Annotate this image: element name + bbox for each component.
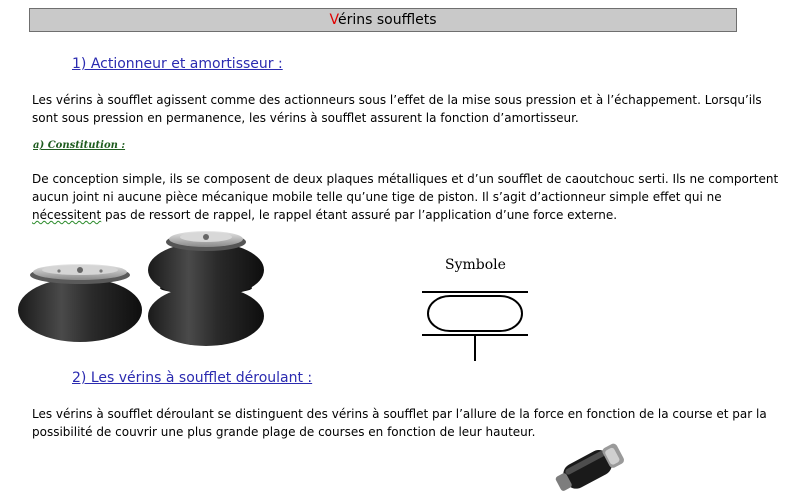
- spellcheck-word: nécessitent: [32, 208, 102, 222]
- constitution-paragraph: [32, 170, 784, 224]
- constitution-text-end: pas de ressort de rappel, le rappel étant assuré par l’application d’une force externe.: [101, 208, 618, 222]
- section-2-heading: 2) Les vérins à soufflet déroulant :: [72, 370, 313, 386]
- page-title-bar: [29, 8, 737, 32]
- bellows-symbol-diagram: [420, 286, 530, 364]
- section-1-heading: 1) Actionneur et amortisseur :: [72, 56, 283, 72]
- constitution-heading: a) Constitution :: [33, 140, 126, 151]
- single-bellows-image: [14, 255, 144, 345]
- title-text: érins soufflets: [337, 12, 437, 28]
- section-1-paragraph: Les vérins à soufflet agissent comme des actionneurs sous l’effet de la mise sous pression et à l’échappement. Lorsqu’ils sont sous pression en permanence, les vérins à soufflet assurent la fonction d’amortisseur.: [32, 93, 762, 125]
- constitution-text-start: De conception simple, ils se composent de deux plaques métalliques et d’un soufflet de caoutchouc serti. Ils ne comportent aucun joint ni aucune pièce mécanique mobile telle qu’une tige de piston. Il s’agit d’actionneur simple effet qui ne: [32, 172, 779, 204]
- rolling-bellows-image: [552, 432, 632, 498]
- symbol-label: Symbole: [445, 257, 506, 273]
- section-2-paragraph: Les vérins à soufflet déroulant se distinguent des vérins à soufflet par l’allure de la force en fonction de la course et par la possibilité de couvrir une plus grande plage de courses en fonction de leur hauteur.: [32, 407, 767, 439]
- double-bellows-image: [146, 226, 268, 348]
- title-first-letter: V: [329, 12, 338, 28]
